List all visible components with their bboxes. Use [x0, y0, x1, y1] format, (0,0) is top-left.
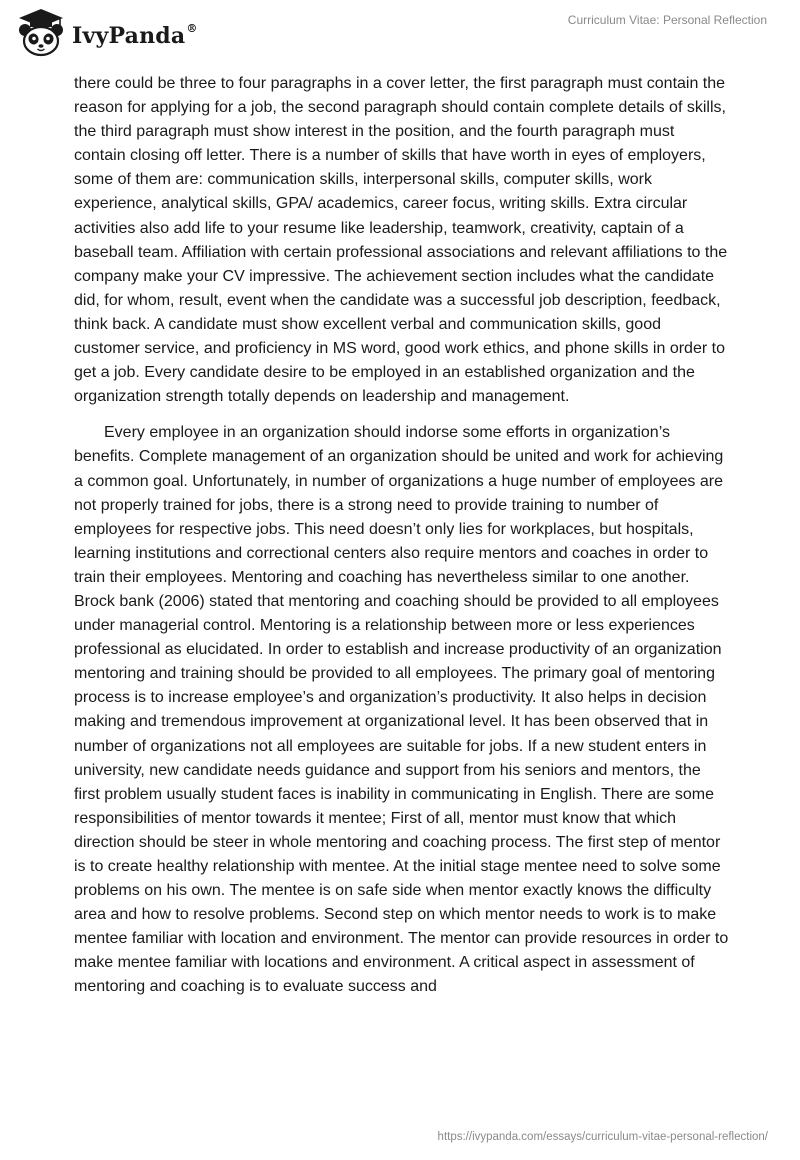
- paragraph: there could be three to four paragraphs in a cover letter, the first paragraph must contain the reason for applying for a job, the second paragraph should contain complete details of skills, the third paragraph must show interest in the position, and the fourth paragraph must contain closing off letter. There is a number of skills that have worth in eyes of employers, some of them are: communication skills, interpersonal skills, computer skills, work experience, analytical skills, GPA/ academics, career focus, writing skills. Extra circular activities also add life to your resume like leadership, teamwork, creativity, captain of a baseball team. Affiliation with certain professional associations and relevant affiliations to the company make your CV impressive. The achievement section includes what the candidate did, for whom, result, event when the candidate was a successful job description, feedback, think back. A candidate must show excellent verbal and communication skills, good customer service, and proficiency in MS word, good work ethics, and phone skills in order to get a job. Every candidate desire to be employed in an established organization and the organization strength totally depends on leadership and management.: [74, 75, 728, 406]
- page-header: [0, 0, 800, 70]
- document-title: Curriculum Vitae: Personal Reflection: [567, 13, 767, 27]
- brand-name: [72, 23, 198, 49]
- source-url[interactable]: https://ivypanda.com/essays/curriculum-vitae-personal-reflection/: [437, 1131, 768, 1143]
- ivypanda-logo[interactable]: [14, 8, 198, 58]
- paragraph: Every employee in an organization should indorse some efforts in organization’s benefits. Complete management of an organization should be united and work for achieving a common goal. Unfortunately, in number of organizations a huge number of employees are not properly trained for jobs, there is a strong need to provide training to number of employees for respective jobs. This need doesn’t only lies for workplaces, but hospitals, learning institutions and correctional centers also require mentors and coaches in order to train their employees. Mentoring and coaching has nevertheless similar to one another. Brock bank (2006) stated that mentoring and coaching should be provided to all employees under managerial control. Mentoring is a relationship between more or less experiences professional as elucidated. In order to establish and increase productivity of an organization mentoring and training should be provided to all employees. The primary goal of mentoring process is to increase employee’s and organization’s productivity. It also helps in decision making and tremendous improvement at organizational level. It has been observed that in number of organizations not all employees are suitable for jobs. If a new student enters in university, new candidate needs guidance and support from his seniors and mentors, the first problem usually student faces is inability in communicating in English. There are some responsibilities of mentor towards it mentee; First of all, mentor must know that which direction should be steer in whole mentoring and coaching process. The first step of mentor is to create healthy relationship with mentee. At the initial stage mentee need to solve some problems on his own. The mentee is on safe side when mentor exactly knows the difficulty area and how to resolve problems. Second step on which mentor needs to work is to make mentee familiar with location and environment. The mentor can provide resources in order to make mentee familiar with locations and environment. A critical aspect in assessment of mentoring and coaching is to evaluate success and: [74, 424, 729, 996]
- panda-graduate-icon: [14, 8, 68, 58]
- brand-name-text: IvyPanda: [72, 23, 186, 49]
- registered-mark: ®: [186, 21, 198, 35]
- essay-body: [74, 72, 730, 1012]
